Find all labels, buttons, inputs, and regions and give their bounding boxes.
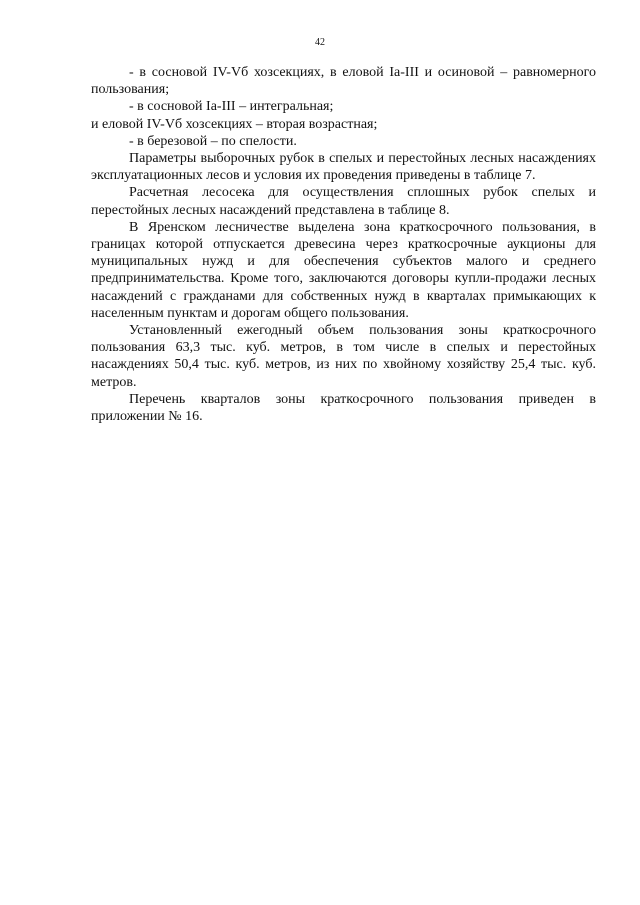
document-body [91,64,596,425]
paragraph-selective-felling: Параметры выборочных рубок в спелых и перестойных лесных насаждениях эксплуатационных лесов и условия их проведения приведены в таблице 7. [91,151,596,184]
list-item-pine-spruce-aspen: - в сосновой IV-Vб хозсекциях, в еловой Iа-III и осиновой – равномерного пользования; [91,65,596,98]
list-item-birch: - в березовой – по спелости. [129,133,297,149]
list-item-pine-integral: - в сосновой Iа-III – интегральная; [129,99,334,115]
paragraph-appendix-reference: Перечень кварталов зоны краткосрочного пользования приведен в приложении № 16. [91,391,596,425]
list-item-spruce-continuation: и еловой IV-Vб хозсекциях – вторая возрастная; [91,116,378,132]
paragraph-clear-felling: Расчетная лесосека для осуществления сплошных рубок спелых и перестойных лесных насаждений представлена в таблице 8. [91,185,596,218]
page-number: 42 [315,37,325,48]
paragraph-annual-volume: Установленный ежегодный объем пользования зоны краткосрочного пользования 63,3 тыс. куб. метров, в том числе в спелых и перестойных насаждениях 50,4 тыс. куб. метров, из них по хвойному хозяйству 25,4 тыс. куб. метров. [91,323,596,390]
paragraph-short-term-zone: В Яренском лесничестве выделена зона краткосрочного пользования, в границах которой отпускается древесина через краткосрочные аукционы для муниципальных нужд и для обеспечения субъектов малого и среднего предпринимательства. Кроме того, заключаются договоры купли-продажи лесных насаждений с гражданами для собственных нужд в кварталах примыкающих к населенным пунктам и дорогам общего пользования. [91,219,596,321]
